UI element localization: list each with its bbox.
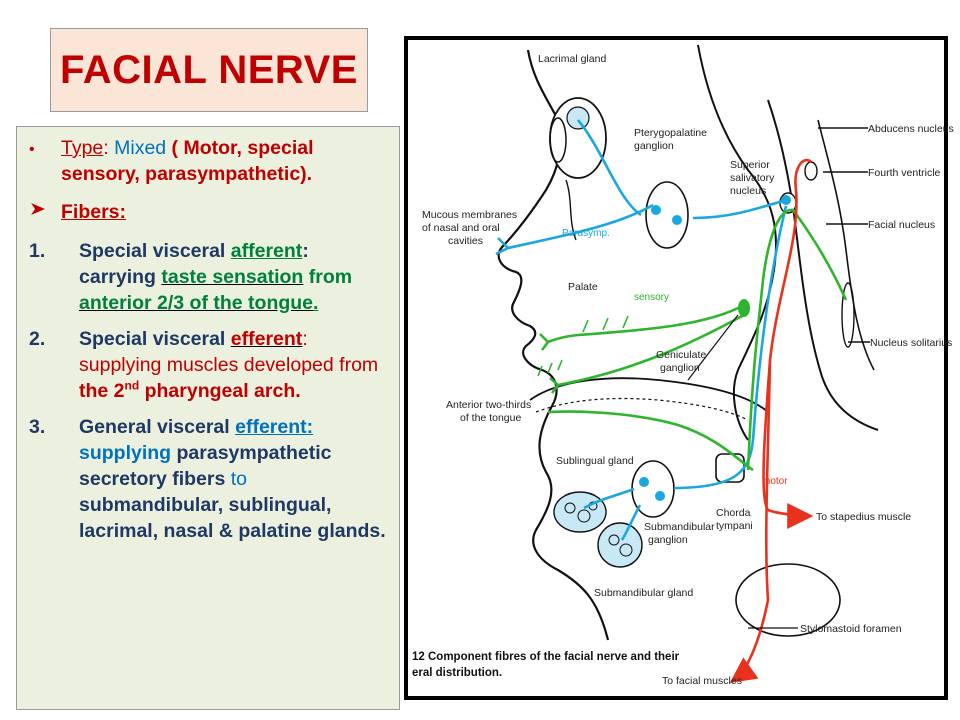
legend-parasymp: Parasymp.: [562, 228, 610, 239]
label-submandibular-ganglion-1: Submandibular: [644, 521, 715, 533]
palate-endings: [583, 316, 628, 332]
label-mucous-1: Mucous membranes: [422, 209, 518, 221]
arrow-bullet-icon: [29, 199, 61, 226]
label-submandibular-ganglion-2: ganglion: [648, 534, 688, 546]
label-facial-nucleus: Facial nucleus: [868, 219, 936, 231]
submandibular-gland-shape: [598, 523, 642, 567]
label-stapedius: To stapedius muscle: [816, 511, 912, 523]
legend-sensory: sensory: [634, 292, 670, 303]
list-item: [29, 326, 391, 404]
label-superior-1: Superior: [730, 159, 770, 171]
label-anterior-1: Anterior two-thirds: [446, 399, 532, 411]
sublingual-gland-shape: [554, 492, 606, 532]
blue-synapse: [639, 477, 649, 487]
item-number: 2.: [29, 328, 46, 350]
list-item: [29, 414, 391, 544]
type-text: [61, 135, 391, 187]
label-sublingual: Sublingual gland: [556, 455, 634, 467]
label-chorda-2: tympani: [716, 520, 753, 532]
label-solitarius: Nucleus solitarius: [870, 337, 953, 349]
type-item: [29, 135, 391, 187]
label-geniculate-2: ganglion: [660, 362, 700, 374]
label-chorda-1: Chorda: [716, 507, 751, 519]
label-superior-2: salivatory: [730, 172, 775, 184]
label-superior-3: nucleus: [730, 185, 767, 197]
label-geniculate-1: Geniculate: [656, 349, 707, 361]
item-text: Special visceral afferent: carrying taste sensation from anterior 2/3 of the tongue.: [79, 240, 353, 314]
type-detail: ( Motor, special sensory, parasympathetic).: [61, 137, 314, 185]
brainstem-outline: [768, 100, 878, 430]
item-number: 3.: [29, 416, 46, 438]
label-palate: Palate: [568, 281, 598, 293]
item-text: General visceral efferent: supplying parasympathetic secretory fibers to submandibular, sublingual, lacrimal, nasal & palatine glands.: [79, 416, 386, 542]
label-lacrimal-gland: Lacrimal gland: [538, 53, 607, 65]
title-box: [50, 28, 368, 112]
blue-synapse: [651, 205, 661, 215]
label-pterygopalatine-2: ganglion: [634, 140, 674, 152]
facial-nucleus-shape: [805, 162, 817, 180]
label-abducens: Abducens nucleus: [868, 123, 954, 135]
page-title: FACIAL NERVE: [60, 47, 358, 92]
diagram-svg: [408, 40, 954, 696]
label-anterior-2: of the tongue: [460, 412, 522, 424]
content-panel: [16, 126, 400, 710]
pterygopalatine-ganglion-shape: [646, 182, 688, 248]
item-number: 1.: [29, 240, 46, 262]
skull-outline: [698, 45, 776, 440]
list-item: [29, 238, 391, 316]
blue-synapse: [655, 491, 665, 501]
label-facial-muscles: To facial muscles: [662, 675, 742, 687]
item-text: Special visceral efferent: supplying muscles developed from the 2nd pharyngeal arch.: [79, 328, 379, 402]
fibers-label: Fibers:: [61, 201, 127, 223]
facial-nerve-diagram: [404, 36, 954, 700]
label-pterygopalatine-1: Pterygopalatine: [634, 127, 707, 139]
label-stylomastoid: Stylomastoid foramen: [800, 623, 902, 635]
type-mixed: Mixed: [108, 137, 167, 159]
blue-synapse: [781, 195, 791, 205]
label-submandibular-gland: Submandibular gland: [594, 587, 694, 599]
type-label: Type: [61, 137, 104, 159]
fibers-item: [29, 199, 391, 226]
bullet-dot: •: [29, 141, 35, 158]
lacrimal-gland-shape: [567, 107, 589, 129]
blue-synapse: [672, 215, 682, 225]
legend-motor: motor: [762, 476, 788, 487]
sensory-fibers: [540, 210, 846, 470]
type-colon: :: [103, 137, 109, 159]
caption-line-2: eral distribution.: [412, 667, 503, 679]
label-mucous-2: of nasal and oral: [422, 222, 500, 234]
label-mucous-3: cavities: [448, 235, 484, 247]
caption-line-1: 12 Component fibres of the facial nerve and their: [412, 651, 680, 663]
brainstem-inner: [818, 120, 874, 370]
geniculate-ganglion-shape: [738, 299, 750, 317]
label-fourth-ventricle: Fourth ventricle: [868, 167, 941, 179]
